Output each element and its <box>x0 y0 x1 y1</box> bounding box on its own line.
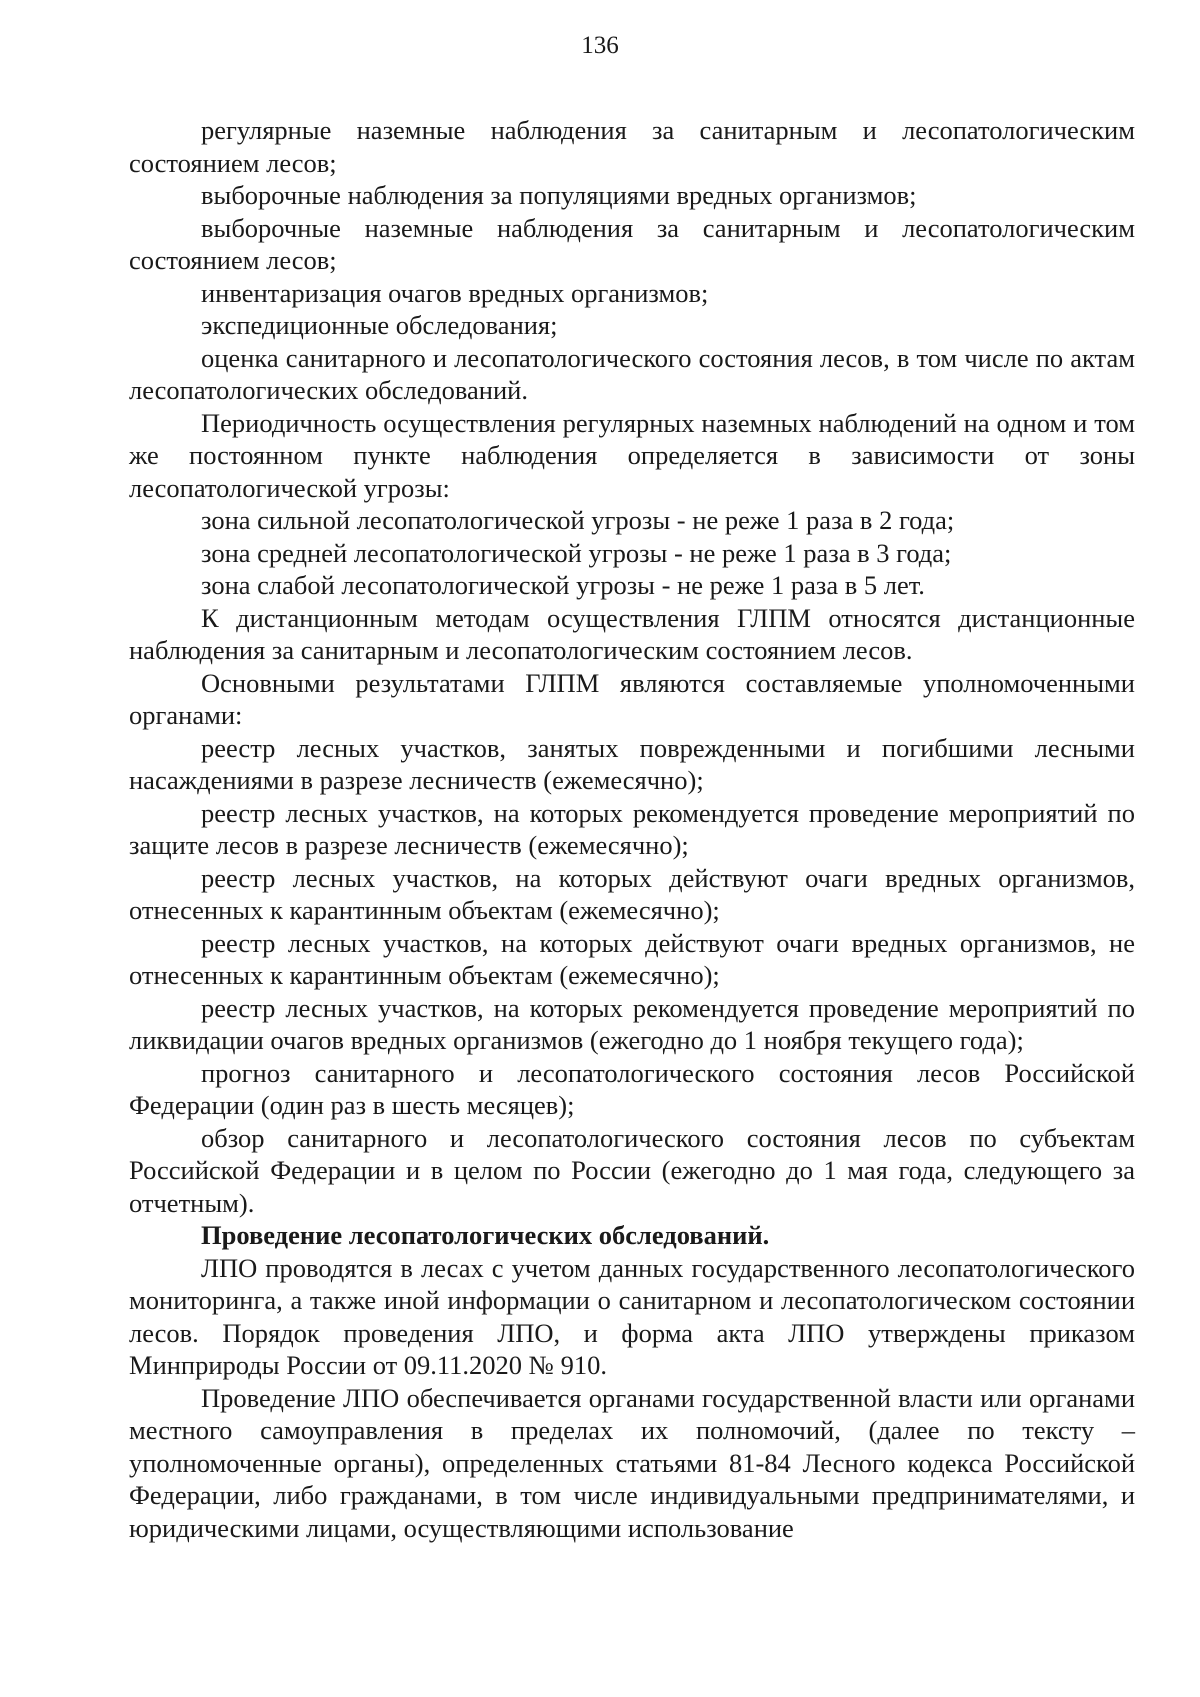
paragraph: прогноз санитарного и лесопатологического состояния лесов Российской Федерации (один раз в шесть месяцев); <box>129 1057 1135 1120</box>
paragraph: выборочные наблюдения за популяциями вредных организмов; <box>201 180 917 210</box>
paragraph: выборочные наземные наблюдения за санитарным и лесопатологическим состоянием лесов; <box>129 212 1135 275</box>
paragraph: экспедиционные обследования; <box>201 310 558 340</box>
paragraph: реестр лесных участков, на которых действуют очаги вредных организмов, не отнесенных к карантинным объектам (ежемесячно); <box>129 927 1135 990</box>
paragraph: реестр лесных участков, на которых рекомендуется проведение мероприятий по защите лесов в разрезе лесничеств (ежемесячно); <box>129 797 1135 860</box>
paragraph: регулярные наземные наблюдения за санитарным и лесопатологическим состоянием лесов; <box>129 115 1135 178</box>
paragraph: зона средней лесопатологической угрозы - не реже 1 раза в 3 года; <box>201 537 952 568</box>
paragraph: инвентаризация очагов вредных организмов; <box>201 277 709 308</box>
paragraph: реестр лесных участков, на которых действуют очаги вредных организмов, отнесенных к карантинным объектам (ежемесячно); <box>129 862 1135 925</box>
paragraph: зона слабой лесопатологической угрозы - не реже 1 раза в 5 лет. <box>201 570 925 600</box>
paragraph: Основными результатами ГЛПМ являются составляемые уполномоченными органами: <box>129 667 1135 730</box>
paragraph: оценка санитарного и лесопатологического состояния лесов, в том числе по актам лесопатологических обследований. <box>129 342 1135 405</box>
page-number: 136 <box>581 32 619 59</box>
paragraph: ЛПО проводятся в лесах с учетом данных государственного лесопатологического мониторинга, а также иной информации о санитарном и лесопатологическом состоянии лесов. Порядок проведения ЛПО, и форма акта ЛПО утверждены приказом Минприроды России от 09.11.2020 № 910. <box>129 1252 1135 1380</box>
paragraph: обзор санитарного и лесопатологического состояния лесов по субъектам Российской Федерации и в целом по России (ежегодно до 1 мая года, следующего за отчетным). <box>129 1122 1135 1218</box>
paragraph: зона сильной лесопатологической угрозы - не реже 1 раза в 2 года; <box>201 505 955 535</box>
section-heading: Проведение лесопатологических обследований. <box>201 1220 770 1250</box>
paragraph: К дистанционным методам осуществления ГЛПМ относятся дистанционные наблюдения за санитарным и лесопатологическим состоянием лесов. <box>129 602 1135 665</box>
paragraph: Проведение ЛПО обеспечивается органами государственной власти или органами местного самоуправления в пределах их полномочий, (далее по тексту – уполномоченные органы), определенных статьями 81-84 Лесного кодекса Российской Федерации, либо гражданами, в том числе индивидуальными предпринимателями, и юридическими лицами, осуществляющими использование <box>129 1382 1135 1543</box>
document-body <box>129 114 1135 1544</box>
paragraph: реестр лесных участков, на которых рекомендуется проведение мероприятий по ликвидации очагов вредных организмов (ежегодно до 1 ноября текущего года); <box>129 992 1135 1055</box>
paragraph: Периодичность осуществления регулярных наземных наблюдений на одном и том же постоянном пункте наблюдения определяется в зависимости от зоны лесопатологической угрозы: <box>129 407 1135 503</box>
paragraph: реестр лесных участков, занятых поврежденными и погибшими лесными насаждениями в разрезе лесничеств (ежемесячно); <box>129 732 1135 795</box>
